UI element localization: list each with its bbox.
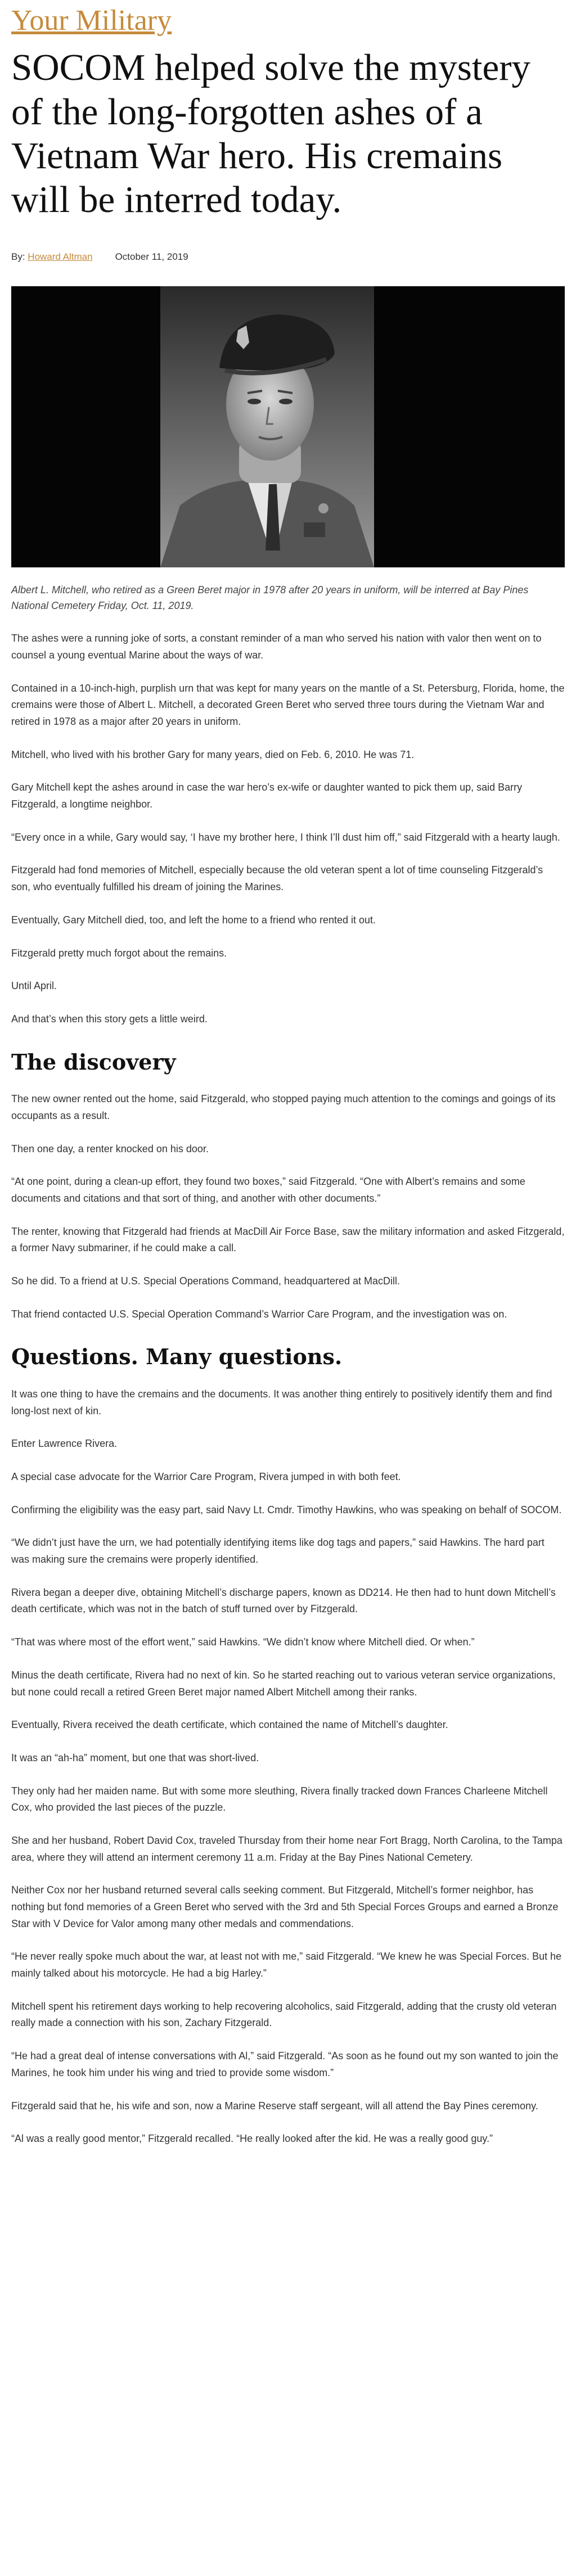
article-page (11, 0, 565, 2148)
paragraph: She and her husband, Robert David Cox, traveled Thursday from their home near Fort Bragg, North Carolina, to the Tampa area, where they will attend an interment ceremony 11 a.m. Friday at the Bay Pines National Cemetery. (11, 1834, 562, 1863)
paragraph: Minus the death certificate, Rivera had no next of kin. So he started reaching out to various veteran service organizations, but none could recall a retired Green Beret major named Albert Mitchell among their ranks. (11, 1669, 556, 1698)
paragraph: Fitzgerald pretty much forgot about the remains. (11, 947, 227, 959)
paragraph: Eventually, Gary Mitchell died, too, and left the home to a friend who rented it out. (11, 914, 376, 926)
paragraph: Fitzgerald had fond memories of Mitchell, especially because the old veteran spent a lot of time counseling Fitzgerald’s son, who eventually fulfilled his dream of joining the Marines. (11, 864, 543, 893)
paragraph: “At one point, during a clean-up effort, they found two boxes,” said Fitzgerald. “One with Albert’s remains and some documents and citations and that sort of thing, and another with other documents.” (11, 1176, 525, 1204)
paragraph: That friend contacted U.S. Special Operation Command’s Warrior Care Program, and the investigation was on. (11, 1308, 507, 1320)
author-link[interactable]: Howard Altman (28, 251, 93, 262)
paragraph: Neither Cox nor her husband returned several calls seeking comment. But Fitzgerald, Mitchell’s former neighbor, has nothing but fond memories of a Green Beret who served with the 3rd and 5th Special Forces Groups and earned a Bronze Star with V Device for Valor among many other medals and commendations. (11, 1884, 559, 1929)
intro-section (11, 630, 565, 1027)
paragraph: “Every once in a while, Gary would say, ‘I have my brother here, I think I’ll dust him off,” said Fitzgerald with a hearty laugh. (11, 831, 560, 843)
paragraph: The new owner rented out the home, said Fitzgerald, who stopped paying much attention to the comings and goings of its occupants as a result. (11, 1093, 556, 1121)
paragraph: Eventually, Rivera received the death certificate, which contained the name of Mitchell’s daughter. (11, 1719, 448, 1731)
paragraph: Enter Lawrence Rivera. (11, 1438, 118, 1450)
byline (11, 251, 565, 263)
hero-photo (11, 286, 565, 567)
publish-date: October 11, 2019 (115, 251, 188, 262)
paragraph: Gary Mitchell kept the ashes around in case the war hero’s ex-wife or daughter wanted to pick them up, said Barry Fitzgerald, a longtime neighbor. (11, 782, 523, 810)
photo-caption: Albert L. Mitchell, who retired as a Green Beret major in 1978 after 20 years in uniform, will be interred at Bay Pines National Cemetery Friday, Oct. 11, 2019. (11, 584, 529, 612)
paragraph: Mitchell spent his retirement days working to help recovering alcoholics, said Fitzgerald, adding that the crusty old veteran really made a connection with his son, Zachary Fitzgerald. (11, 2000, 557, 2029)
section-heading-discovery: The discovery (11, 1049, 176, 1075)
paragraph: The renter, knowing that Fitzgerald had friends at MacDill Air Force Base, saw the military information and asked Fitzgerald, a former Navy submariner, if he could make a call. (11, 1225, 565, 1254)
article-headline: SOCOM helped solve the mystery of the long-forgotten ashes of a Vietnam War hero. His cremains will be interred today. (11, 47, 531, 221)
byline-prefix: By: (11, 251, 25, 262)
paragraph: Then one day, a renter knocked on his door. (11, 1143, 209, 1154)
paragraph: A special case advocate for the Warrior Care Program, Rivera jumped in with both feet. (11, 1471, 401, 1483)
section-link[interactable]: Your Military (11, 4, 172, 37)
paragraph: “That was where most of the effort went,” said Hawkins. “We didn’t know where Mitchell died. Or when.” (11, 1636, 475, 1648)
paragraph: The ashes were a running joke of sorts, a constant reminder of a man who served his nation with valor then went on to counsel a young eventual Marine about the ways of war. (11, 633, 542, 661)
byline-author-block (11, 251, 93, 263)
paragraph: “He never really spoke much about the war, at least not with me,” said Fitzgerald. “We knew he was Special Forces. But he mainly talked about his motorcycle. He had a big Harley.” (11, 1951, 562, 1979)
paragraph: Rivera began a deeper dive, obtaining Mitchell’s discharge papers, known as DD214. He then had to hunt down Mitchell’s death certificate, which was not in the batch of stuff turned over by Fitzgerald. (11, 1586, 556, 1615)
paragraph: It was an “ah-ha” moment, but one that was short-lived. (11, 1752, 259, 1763)
questions-section (11, 1344, 565, 2148)
paragraph: Fitzgerald said that he, his wife and son, now a Marine Reserve staff sergeant, will all attend the Bay Pines ceremony. (11, 2100, 538, 2112)
paragraph: “We didn’t just have the urn, we had potentially identifying items like dog tags and papers,” said Hawkins. The hard part was making sure the cremains were properly identified. (11, 1537, 544, 1566)
paragraph: Confirming the eligibility was the easy part, said Navy Lt. Cmdr. Timothy Hawkins, who was speaking on behalf of SOCOM. (11, 1504, 562, 1515)
paragraph: So he did. To a friend at U.S. Special Operations Command, headquartered at MacDill. (11, 1275, 400, 1287)
paragraph: Until April. (11, 980, 57, 992)
portrait-image (11, 286, 565, 567)
section-heading-questions: Questions. Many questions. (11, 1344, 343, 1370)
paragraph: Mitchell, who lived with his brother Gary for many years, died on Feb. 6, 2010. He was 71. (11, 748, 415, 760)
paragraph: It was one thing to have the cremains and the documents. It was another thing entirely to positively identify them and find long-lost next of kin. (11, 1388, 552, 1416)
discovery-section (11, 1049, 565, 1323)
paragraph: They only had her maiden name. But with some more sleuthing, Rivera finally tracked down Frances Charleene Mitchell Cox, who provided the last pieces of the puzzle. (11, 1785, 548, 1813)
paragraph: Contained in a 10-inch-high, purplish urn that was kept for many years on the mantle of a St. Petersburg, Florida, home, the cremains were those of Albert L. Mitchell, a decorated Green Beret who served three tours during the Vietnam War and retired in 1978 as a major after 20 years in uniform. (11, 682, 565, 728)
paragraph: “Al was a really good mentor,” Fitzgerald recalled. “He really looked after the kid. He was a really good guy.” (11, 2133, 493, 2145)
paragraph: And that’s when this story gets a little weird. (11, 1013, 208, 1025)
paragraph: “He had a great deal of intense conversations with Al,” said Fitzgerald. “As soon as he found out my son wanted to join the Marines, he took him under his wing and tried to provide some wisdom.” (11, 2050, 559, 2078)
